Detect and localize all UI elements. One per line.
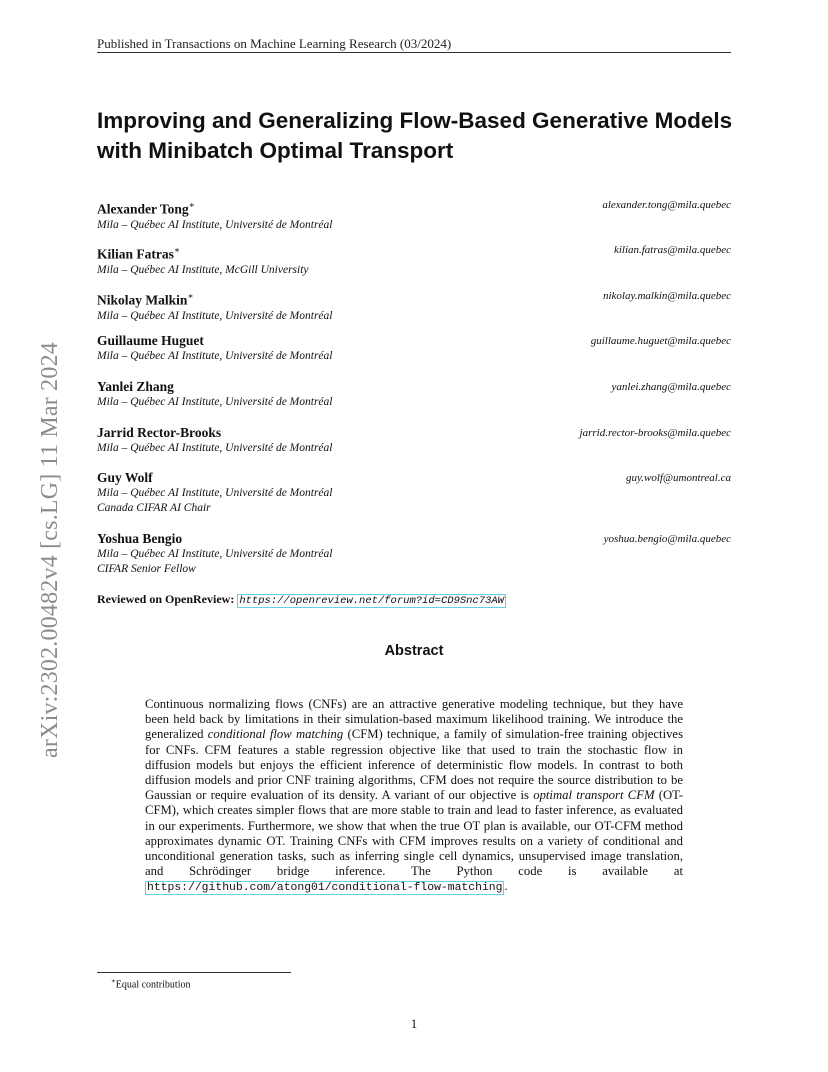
- author-affiliation: Mila – Québec AI Institute, Université de Montréal: [97, 218, 333, 231]
- author-affiliation: Mila – Québec AI Institute, McGill University: [97, 263, 309, 276]
- reviewed-line: [97, 592, 506, 607]
- author-block: [97, 379, 731, 410]
- author-name: Nikolay Malkin∗: [97, 291, 194, 308]
- abstract-body: Continuous normalizing flows (CNFs) are an attractive generative modeling technique, but they have been held back by limitations in their simulation-based maximum likelihood training. We introduce the generalized conditional flow matching (CFM) technique, a family of simulation-free training objectives for CNFs. CFM features a stable regression objective like that used to train the stochastic flow in diffusion models but enjoys the efficient inference of deterministic flow models. In contrast to both diffusion models and prior CNF training algorithms, CFM does not require the source distribution to be Gaussian or require evaluation of its density. A variant of our objective is optimal transport CFM (OT-CFM), which creates simpler flows that are more stable to train and lead to faster inference, as evaluated in our experiments. Furthermore, we show that when the true OT plan is available, our OT-CFM method approximates dynamic OT. Training CNFs with CFM improves results on a variety of conditional and unconditional generation tasks, such as inferring single cell dynamics, unsupervised image translation, and Schrödinger bridge inference. The Python code is available at https://github.com/atong01/conditional-flow-matching .: [145, 697, 684, 895]
- author-email[interactable]: alexander.tong@mila.quebec: [602, 199, 731, 211]
- author-email[interactable]: yoshua.bengio@mila.quebec: [603, 533, 731, 545]
- author-block: [97, 531, 731, 577]
- title-line-2: with Minibatch Optimal Transport: [97, 138, 454, 163]
- author-email[interactable]: kilian.fatras@mila.quebec: [613, 244, 731, 256]
- author-email[interactable]: guillaume.huguet@mila.quebec: [590, 335, 731, 347]
- paper-title: [97, 106, 747, 166]
- author-block: [97, 470, 731, 516]
- author-name: Kilian Fatras∗: [97, 245, 180, 262]
- author-affiliation: Mila – Québec AI Institute, Université de Montréal: [97, 442, 333, 454]
- author-affiliation: Mila – Québec AI Institute, Université de Montréal: [97, 396, 333, 408]
- author-name: Yanlei Zhang: [97, 379, 174, 394]
- abstract-heading: Abstract: [384, 643, 444, 659]
- author-block: [97, 425, 731, 456]
- code-link[interactable]: https://github.com/atong01/conditional-flow-matching: [147, 882, 503, 895]
- author-block: [97, 333, 731, 364]
- author-affiliation: Mila – Québec AI Institute, Université de Montréal: [97, 487, 333, 499]
- author-email[interactable]: nikolay.malkin@mila.quebec: [602, 290, 731, 302]
- reviewed-label: Reviewed on OpenReview:: [97, 592, 235, 606]
- header-rule: [97, 52, 731, 53]
- author-email[interactable]: guy.wolf@umontreal.ca: [625, 472, 731, 484]
- page-number: 1: [410, 1016, 418, 1031]
- author-name: Yoshua Bengio: [97, 531, 183, 546]
- author-name: Jarrid Rector-Brooks: [97, 425, 222, 440]
- author-block: [97, 242, 731, 278]
- author-affiliation: Mila – Québec AI Institute, Université de Montréal: [97, 309, 333, 322]
- footnote-mark: ∗: [111, 977, 116, 985]
- author-affiliation: Canada CIFAR AI Chair: [97, 502, 211, 514]
- author-name: Guy Wolf: [97, 470, 153, 485]
- author-affiliation: Mila – Québec AI Institute, Université de Montréal: [97, 548, 333, 560]
- footnote-text: Equal contribution: [115, 979, 191, 991]
- abstract-emphasis-cfm: conditional flow matching: [207, 727, 344, 742]
- footnote: [111, 977, 190, 990]
- abstract-emphasis-ot-cfm: optimal transport CFM: [533, 788, 655, 803]
- title-line-1: Improving and Generalizing Flow-Based Generative Models: [97, 108, 733, 133]
- author-affiliation: CIFAR Senior Fellow: [97, 563, 196, 575]
- author-block: [97, 288, 731, 324]
- author-name: Alexander Tong∗: [97, 200, 195, 217]
- author-block: [97, 197, 731, 233]
- arxiv-side-identifier: arXiv:2302.00482v4 [cs.LG] 11 Mar 2024: [37, 342, 63, 758]
- author-affiliation: Mila – Québec AI Institute, Université de Montréal: [97, 350, 333, 362]
- footnote-rule: [97, 972, 291, 973]
- running-header: Published in Transactions on Machine Learning Research (03/2024): [97, 36, 452, 51]
- author-email[interactable]: yanlei.zhang@mila.quebec: [611, 381, 731, 393]
- openreview-link[interactable]: https://openreview.net/forum?id=CD9Snc73AW: [239, 595, 504, 607]
- author-email[interactable]: jarrid.rector-brooks@mila.quebec: [579, 427, 731, 439]
- author-name: Guillaume Huguet: [97, 333, 204, 348]
